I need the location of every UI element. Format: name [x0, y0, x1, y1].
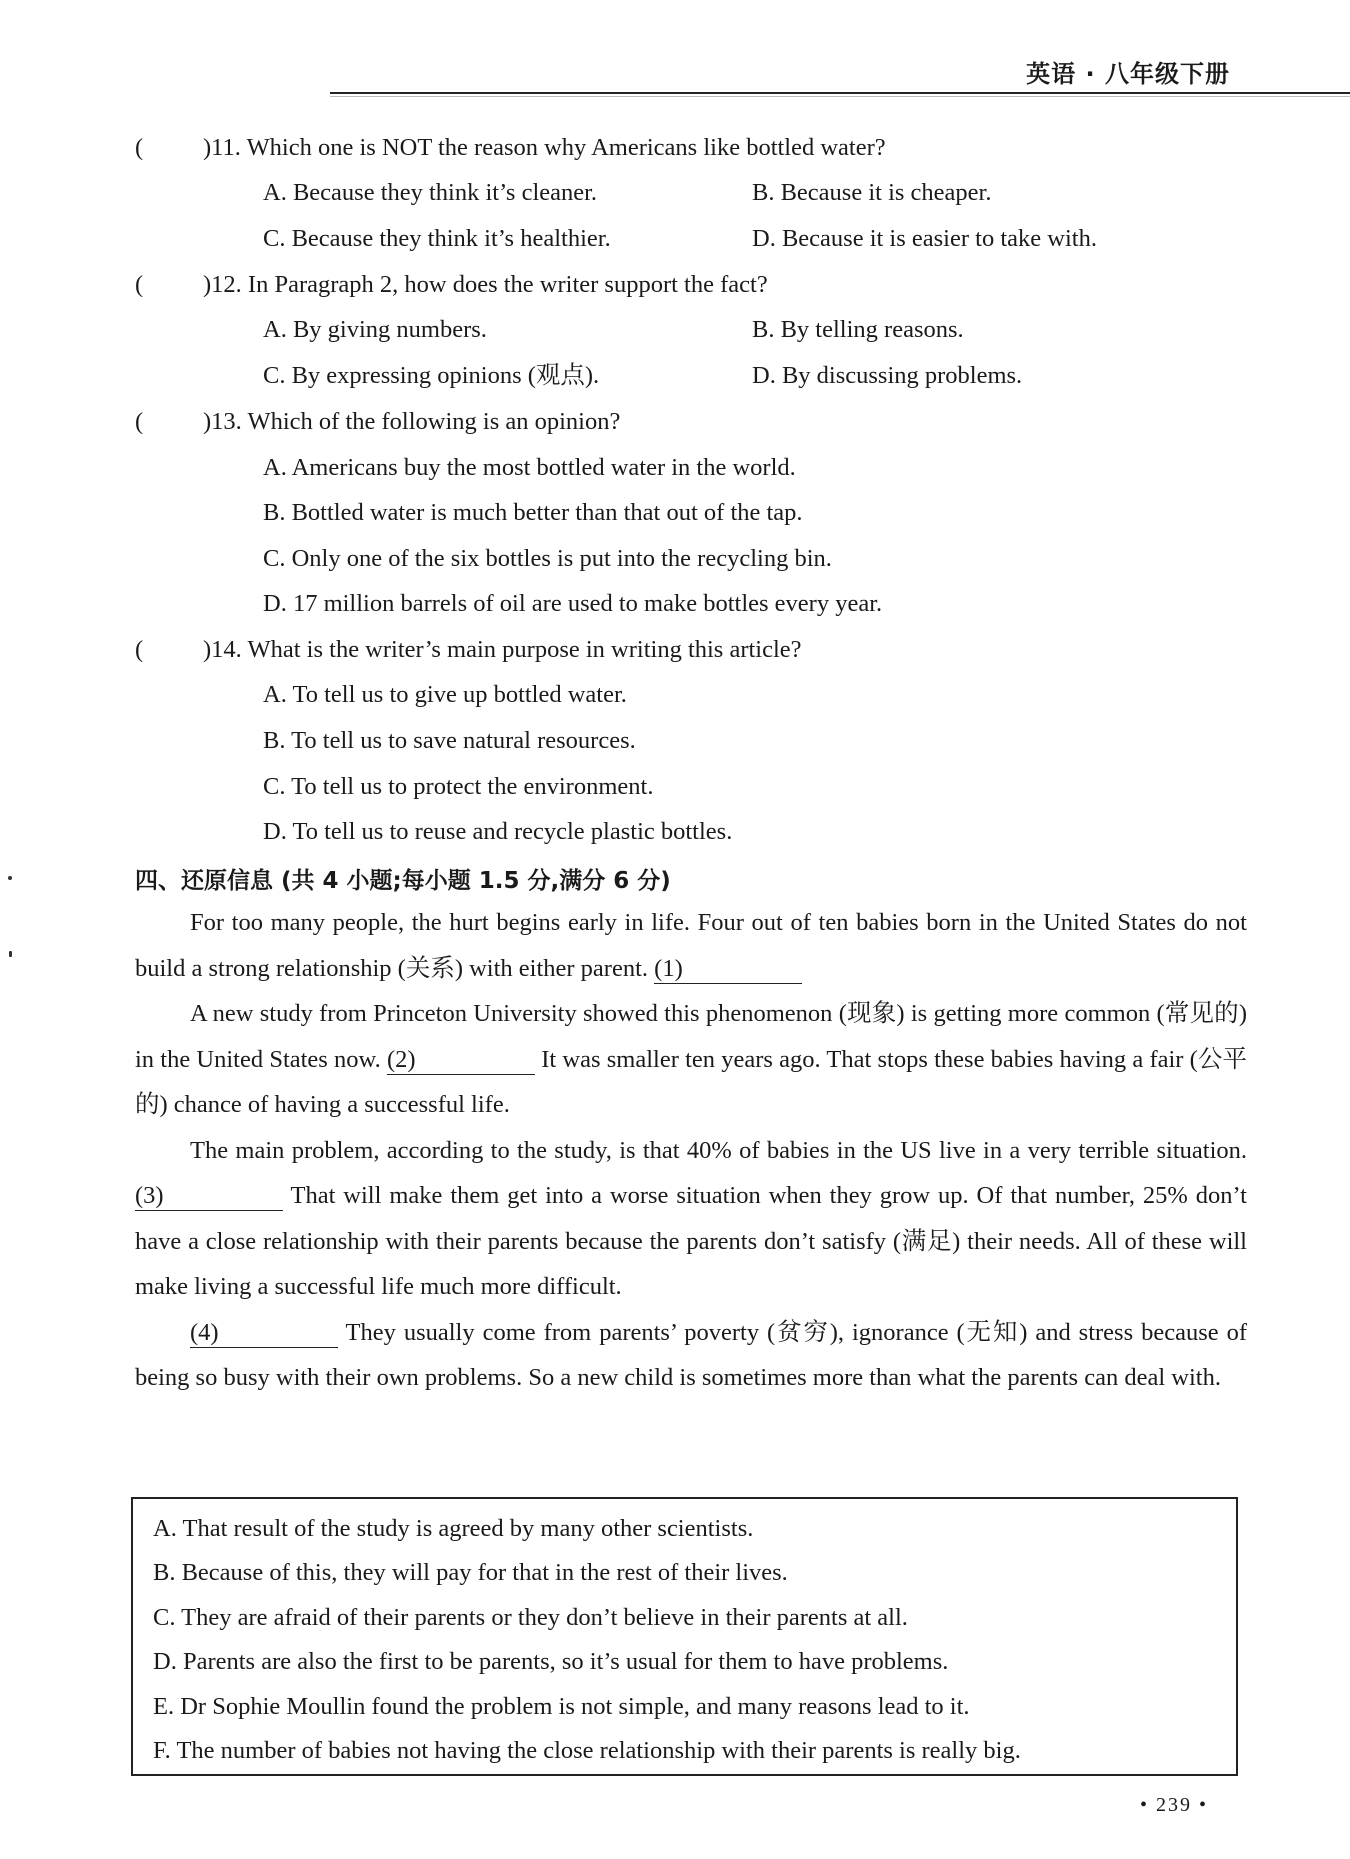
question-number: )13. — [203, 408, 242, 435]
margin-mark — [9, 951, 12, 957]
paragraph-4: (4) They usually come from parents’ poverty (贫穷), ignorance (无知) and stress because of being so busy with their own problems. So a new child is sometimes more than what the parents can deal with. — [135, 1318, 1248, 1391]
option-a: A. To tell us to give up bottled water. — [263, 681, 627, 708]
answer-paren: ( — [135, 636, 144, 663]
option-c: C. They are afraid of their parents or they don’t believe in their parents at all. — [153, 1604, 908, 1631]
option-b: B. Because it is cheaper. — [752, 179, 992, 206]
option-c: C. By expressing opinions (观点). — [263, 362, 600, 389]
paragraph-2: A new study from Princeton University showed this phenomenon (现象) is getting more common (常见的) in the United States now. (2) It was smaller ten years ago. That stops these babies having a fair (公平的) chance of having a successful life. — [135, 1000, 1248, 1118]
option-a: A. That result of the study is agreed by many other scientists. — [153, 1515, 754, 1542]
question-text: In Paragraph 2, how does the writer support the fact? — [247, 271, 768, 298]
question-text: Which of the following is an opinion? — [247, 408, 621, 435]
option-a: A. Americans buy the most bottled water in the world. — [263, 454, 796, 481]
option-b: B. Bottled water is much better than that out of the tap. — [263, 499, 803, 526]
option-b: B. To tell us to save natural resources. — [263, 727, 636, 754]
option-a: A. By giving numbers. — [263, 316, 487, 343]
option-c: C. Only one of the six bottles is put into the recycling bin. — [263, 545, 832, 572]
answer-paren: ( — [135, 408, 144, 435]
option-d: D. 17 million barrels of oil are used to make bottles every year. — [263, 590, 883, 617]
answer-paren: ( — [135, 134, 144, 161]
passage — [135, 900, 1247, 1401]
question-number: )14. — [203, 636, 242, 663]
option-b: B. By telling reasons. — [752, 316, 964, 343]
blank-1[interactable]: (1) — [654, 955, 802, 984]
option-e: E. Dr Sophie Moullin found the problem is not simple, and many reasons lead to it. — [153, 1693, 970, 1720]
margin-mark — [8, 876, 12, 880]
option-f: F. The number of babies not having the close relationship with their parents is really big. — [153, 1737, 1021, 1764]
blank-2[interactable]: (2) — [387, 1046, 535, 1075]
option-d: D. By discussing problems. — [752, 362, 1023, 389]
blank-4[interactable]: (4) — [190, 1319, 338, 1348]
header-title: 英语 · 八年级下册 — [1026, 60, 1230, 88]
paragraph-1: For too many people, the hurt begins early in life. Four out of ten babies born in the United States do not build a strong relationship (关系) with either parent. (1) — [135, 909, 1247, 982]
option-c: C. Because they think it’s healthier. — [263, 225, 611, 252]
options-box — [131, 1497, 1238, 1776]
question-stem — [203, 635, 802, 665]
option-d: D. Parents are also the first to be parents, so it’s usual for them to have problems. — [153, 1648, 949, 1675]
option-d: D. To tell us to reuse and recycle plastic bottles. — [263, 818, 733, 845]
header-rule-thin — [330, 96, 1350, 97]
question-number: )11. — [203, 134, 241, 161]
question-text: What is the writer’s main purpose in writing this article? — [247, 636, 802, 663]
option-b: B. Because of this, they will pay for that in the rest of their lives. — [153, 1559, 788, 1586]
question-text: Which one is NOT the reason why Americans like bottled water? — [246, 134, 886, 161]
page-number: • 239 • — [1140, 1794, 1209, 1816]
header-rule — [330, 92, 1350, 94]
option-d: D. Because it is easier to take with. — [752, 225, 1097, 252]
question-stem — [203, 133, 886, 163]
answer-paren: ( — [135, 271, 144, 298]
question-number: )12. — [203, 271, 242, 298]
section-title: 四、还原信息 (共 4 小题;每小题 1.5 分,满分 6 分) — [135, 868, 671, 894]
option-c: C. To tell us to protect the environment. — [263, 773, 654, 800]
question-stem — [203, 270, 768, 300]
question-stem — [203, 407, 620, 437]
paragraph-3: The main problem, according to the study, is that 40% of babies in the US live in a very terrible situation. (3) That will make them get into a worse situation when they grow up. Of that number, 25% don’t have a close relationship with their parents because the parents don’t satisfy (满足) their needs. All of these will make living a successful life much more difficult. — [135, 1136, 1247, 1300]
option-a: A. Because they think it’s cleaner. — [263, 179, 598, 206]
blank-3[interactable]: (3) — [135, 1182, 283, 1211]
